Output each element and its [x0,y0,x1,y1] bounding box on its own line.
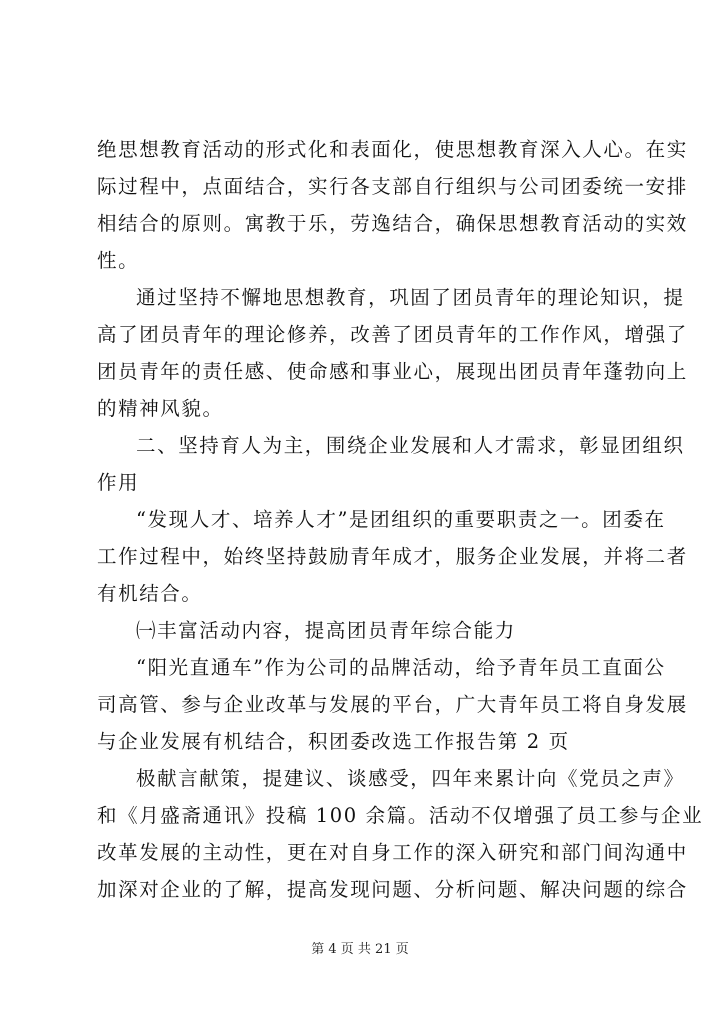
text-line: 改革发展的主动性，更在对自身工作的深入研究和部门间沟通中 [97,841,688,864]
text-line: 加深对企业的了解，提高发现问题、分析问题、解决问题的综合 [97,878,688,901]
text-line: 有机结合。 [97,582,203,605]
text-line: 通过坚持不懈地思想教育，巩固了团员青年的理论知识，提 [136,286,685,309]
text-line: 际过程中，点面结合，实行各支部自行组织与公司团委统一安排 [97,175,688,198]
text-line: 与企业发展有机结合，积团委改选工作报告第 2 页 [97,730,570,753]
text-line: 和《月盛斋通讯》投稿 100 余篇。活动不仅增强了员工参与企业 [97,804,704,827]
page-footer: 第 4 页 共 21 页 [311,942,409,957]
text-line: 绝思想教育活动的形式化和表面化，使思想教育深入人心。在实 [97,138,688,161]
text-line: 的精神风貌。 [97,397,224,420]
section-heading: 二、坚持育人为主，围绕企业发展和人才需求，彰显团组织 [136,434,685,457]
section-heading: 作用 [97,471,140,494]
text-line: 团员青年的责任感、使命感和事业心，展现出团员青年蓬勃向上 [97,360,688,383]
text-line: “发现人才、培养人才”是团组织的重要职责之一。团委在 [136,508,666,531]
text-line: 性。 [97,249,140,272]
subsection-heading: ㈠丰富活动内容，提高团员青年综合能力 [136,619,516,642]
text-line: 工作过程中，始终坚持鼓励青年成才，服务企业发展，并将二者 [97,545,688,568]
text-line: “阳光直通车”作为公司的品牌活动，给予青年员工直面公 [136,656,666,679]
text-line: 极献言献策，提建议、谈感受，四年来累计向《党员之声》 [136,767,685,790]
text-line: 司高管、参与企业改革与发展的平台，广大青年员工将自身发展 [97,693,688,716]
text-line: 相结合的原则。寓教于乐，劳逸结合，确保思想教育活动的实效 [97,212,688,235]
text-line: 高了团员青年的理论修养，改善了团员青年的工作作风，增强了 [97,323,688,346]
